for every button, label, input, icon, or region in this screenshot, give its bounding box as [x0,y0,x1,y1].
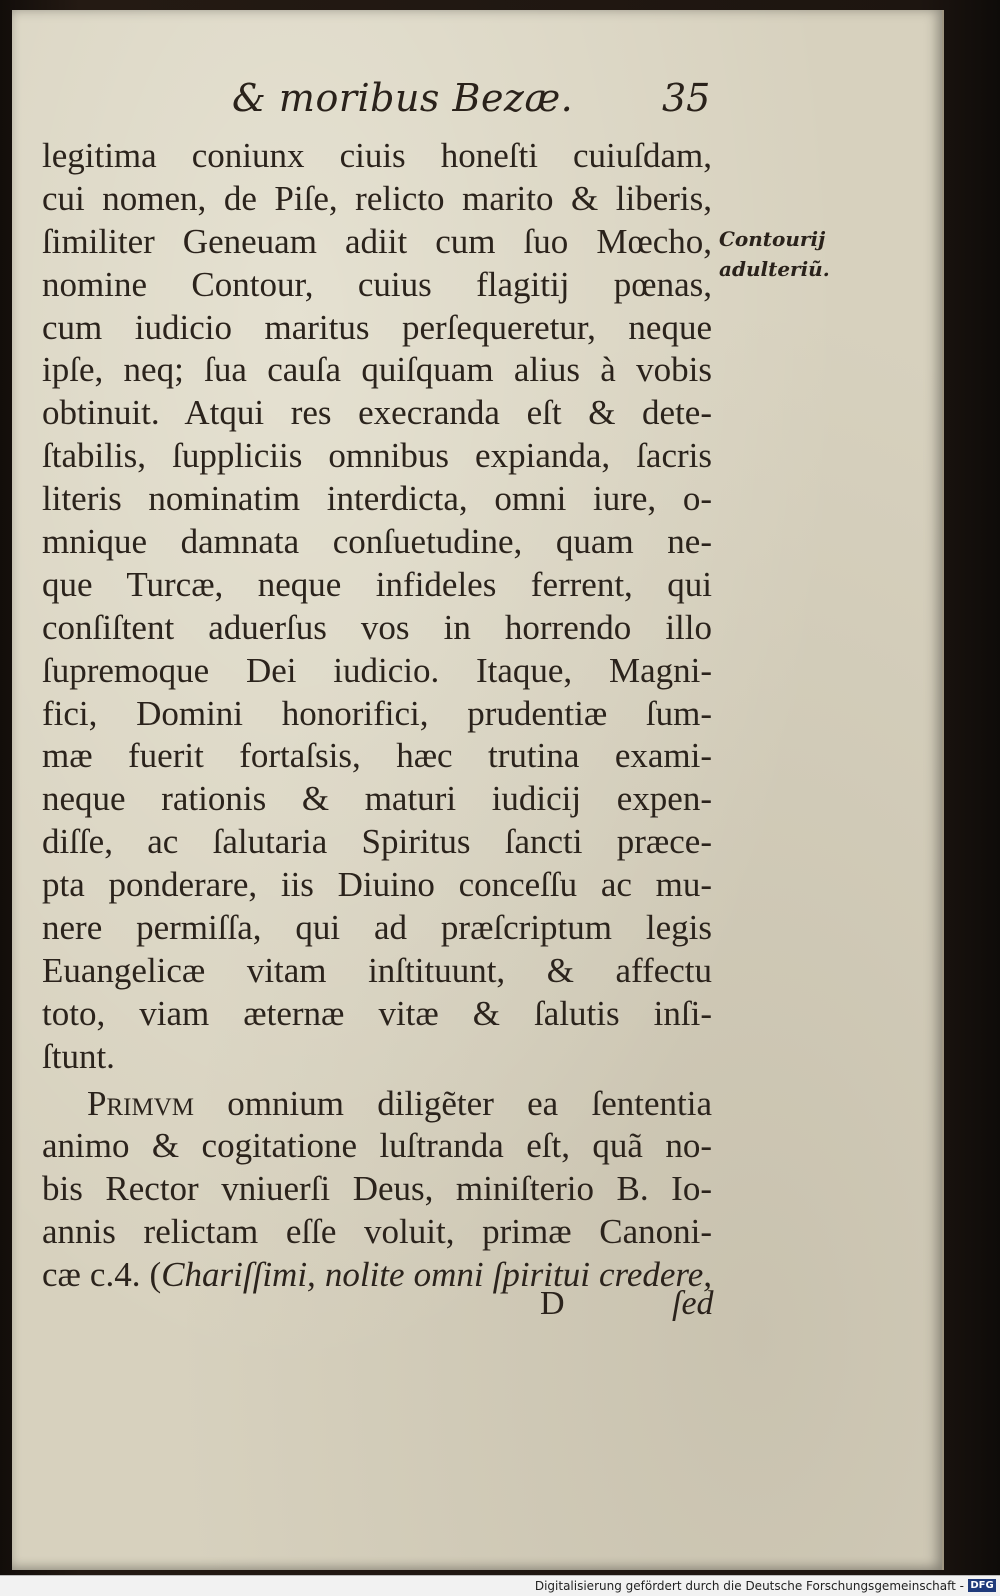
marginal-note-line: Contourij [719,227,826,251]
text-line: pta ponderare, iis Diuino conceſſu ac mu- [42,865,712,905]
text-line: Euangelicæ vitam inſtituunt, & affectu [42,950,712,990]
marginal-note [719,224,859,284]
text-line: ipſe, neq; ſua cauſa quiſquam alius à vobis [42,350,712,390]
page-catch-line [12,1285,942,1329]
text-line: toto, viam æternæ vitæ & ſalutis inſi- [42,993,712,1033]
quotation-text: Chariſſimi, nolite omni ſpiritui credere, [161,1255,712,1295]
text-line: nere permiſſa, qui ad præſcriptum legis [42,908,712,948]
signature-mark: D [540,1285,565,1322]
text-line: ſtunt. [42,1036,115,1076]
text-line: mnique damnata conſuetudine, quam ne- [42,522,712,562]
footer-credit: Digitalisierung gefördert durch die Deutsche Forschungsgemeinschaft - [534,1579,964,1593]
opening-line-rest: omnium diligẽter ea ſententia [193,1083,712,1123]
text-line: annis relictam eſſe voluit, primæ Canoni- [42,1212,712,1252]
text-line: que Turcæ, neque infideles ferrent, qui [42,564,712,604]
text-line: mæ fuerit fortaſsis, hæc trutina exami- [42,736,712,776]
text-line: ſimiliter Geneuam adiit cum ſuo Mœcho, [42,221,712,261]
text-line: fici, Domini honorifici, prudentiæ ſum- [42,693,712,733]
marginal-note-line: adulteriũ. [719,257,830,281]
text-line: conſiſtent aduerſus vos in horrendo illo [42,607,712,647]
dfg-logo: DFG [968,1579,996,1592]
text-line: literis nominatim interdicta, omni iure, o- [42,479,712,519]
text-line: ſupremoque Dei iudicio. Itaque, Magni- [42,650,712,690]
text-line: bis Rector vniuerſi Deus, miniſterio B. Io- [42,1169,712,1209]
text-line: ſtabilis, ſuppliciis omnibus expianda, ſacris [42,436,712,476]
page-number: 35 [662,76,711,120]
text-line: legitima coniunx ciuis honeſti cuiuſdam, [42,136,712,175]
text-line: diſſe, ac ſalutaria Spiritus ſancti præce- [42,822,712,862]
catchword: ſed [672,1285,714,1322]
book-page [12,10,944,1570]
running-title: & moribus Bezæ. [232,76,574,120]
page-header [12,76,942,126]
citation-text: cæ c.4. ( [42,1255,162,1295]
paragraph-opening-line [42,1083,712,1126]
text-line: cui nomen, de Piſe, relicto marito & liberis, [42,178,712,218]
body-text [42,135,712,1297]
text-line: cum iudicio maritus perſequeretur, neque [42,307,712,347]
text-line: animo & cogitatione luſtranda eſt, quã no- [42,1126,712,1166]
text-line: obtinuit. Atqui res execranda eſt & dete- [42,393,712,433]
text-line: neque rationis & maturi iudicij expen- [42,779,712,819]
text-line: nomine Contour, cuius flagitij pœnas, [42,264,712,304]
digitization-footer [0,1575,1000,1596]
initial-word: Primvm [87,1083,194,1123]
